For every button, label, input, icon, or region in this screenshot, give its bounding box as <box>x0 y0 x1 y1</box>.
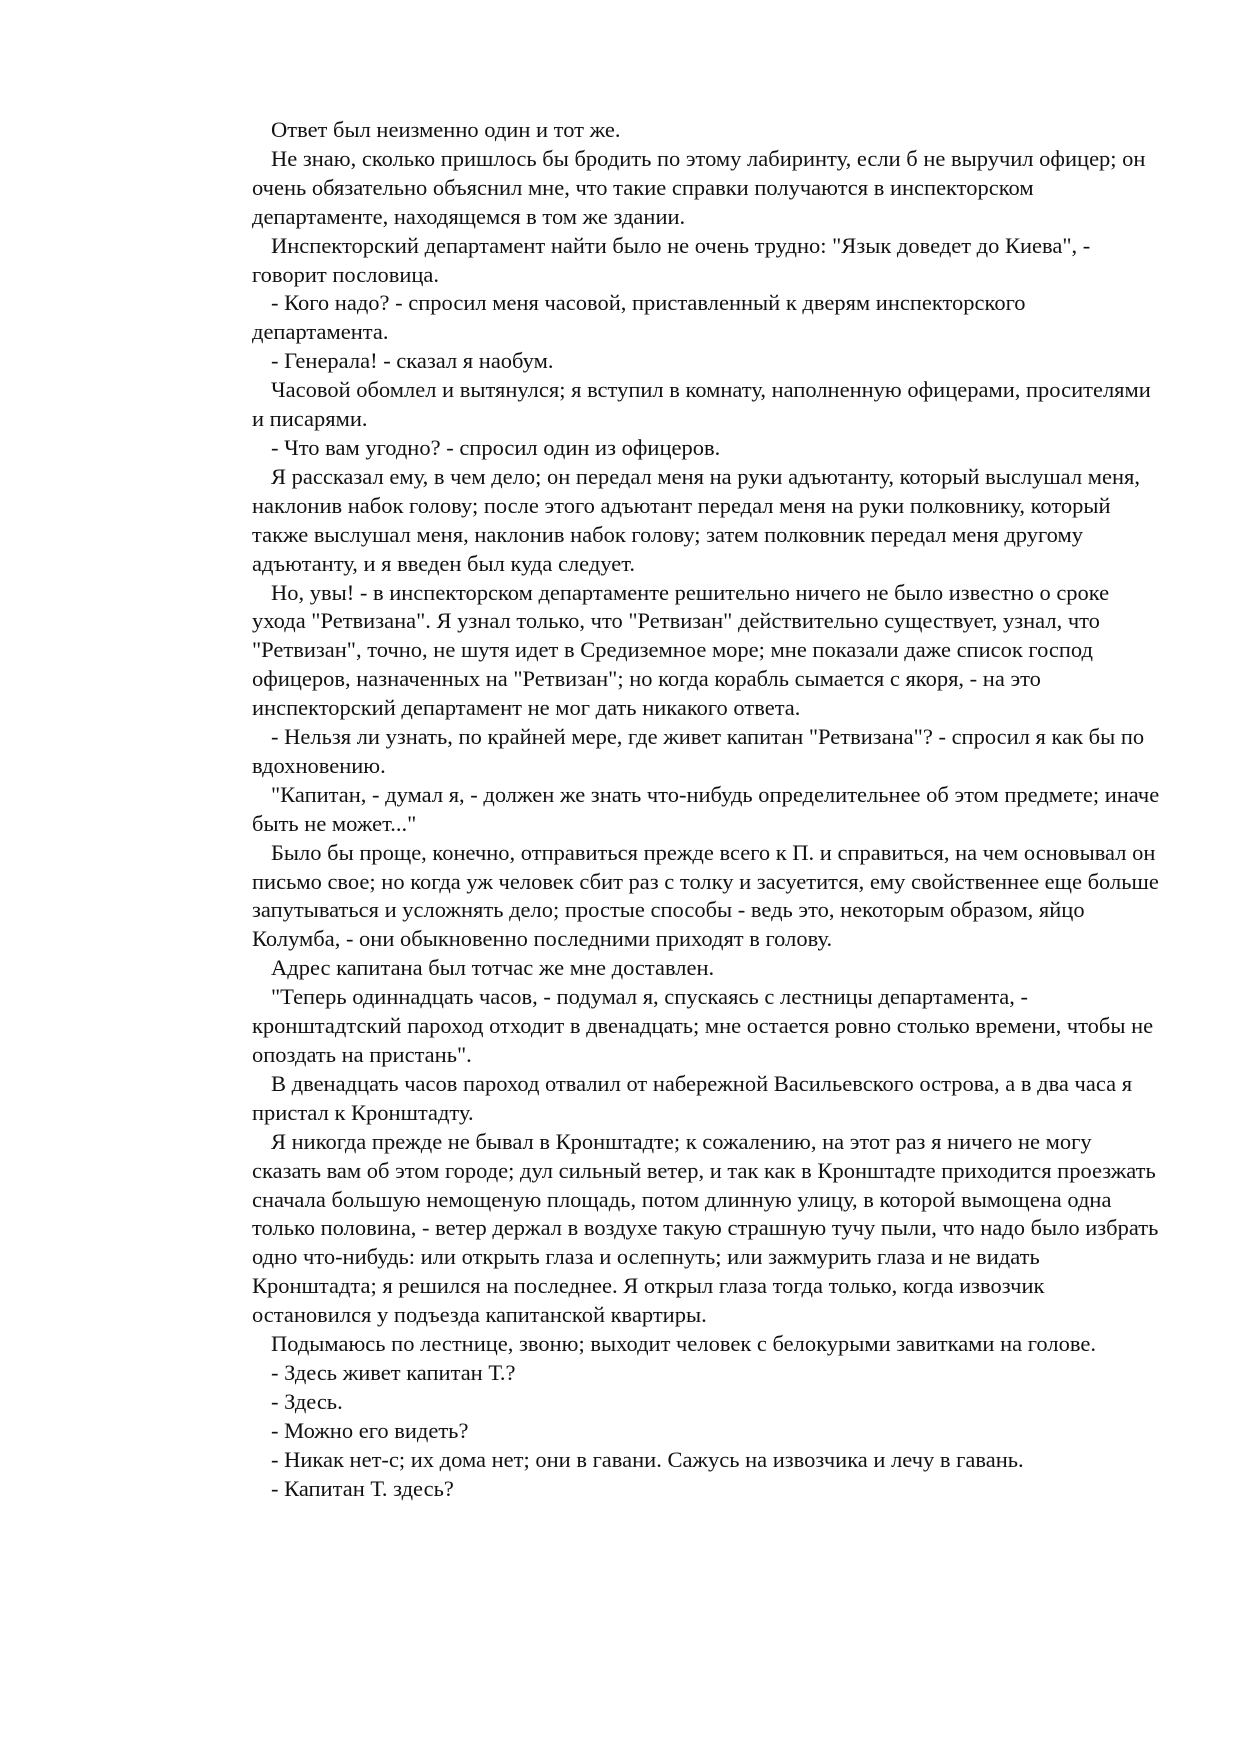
paragraph-18: - Здесь живет капитан Т.? <box>271 1359 516 1385</box>
paragraph-2: Не знаю, сколько пришлось бы бродить по этому лабиринту, если б не выручил офицер; он очень обязательно объяснил мне, что такие справки получаются в инспекторском департаменте, находящемся в том же здании. <box>252 145 1146 229</box>
paragraph-12: Было бы проще, конечно, отправиться прежде всего к П. и справиться, на чем основывал он письмо свое; но когда уж человек сбит раз с толку и засуетится, ему свойственнее еще больше запутываться и усложнять дело; простые способы - ведь это, некоторым образом, яйцо Колумба, - они обыкновенно последними приходят в голову. <box>252 839 1159 952</box>
paragraph-19: - Здесь. <box>271 1388 343 1414</box>
paragraph-5: - Генерала! - сказал я наобум. <box>271 348 554 374</box>
paragraph-1: Ответ был неизменно один и тот же. <box>271 117 621 142</box>
paragraph-16: Я никогда прежде не бывал в Кронштадте; к сожалению, на этот раз я ничего не могу сказать вам об этом городе; дул сильный ветер, и так как в Кронштадте приходится проезжать сначала большую немощеную площадь, потом длинную улицу, в которой вымощена одна только половина, - ветер держал в воздухе такую страшную тучу пыли, что надо было избрать одно что-нибудь: или открыть глаза и ослепнуть; или зажмурить глаза и не видать Кронштадта; я решился на последнее. Я открыл глаза тогда только, когда извозчик остановился у подъезда капитанской квартиры. <box>252 1128 1159 1328</box>
paragraph-4: - Кого надо? - спросил меня часовой, приставленный к дверям инспекторского департамента. <box>252 290 1026 345</box>
paragraph-6: Часовой обомлел и вытянулся; я вступил в комнату, наполненную офицерами, просителями и писарями. <box>252 377 1151 432</box>
paragraph-3: Инспекторский департамент найти было не очень трудно: "Язык доведет до Киева", - говорит пословица. <box>252 232 1091 287</box>
paragraph-14: "Теперь одиннадцать часов, - подумал я, спускаясь с лестницы департамента, - кронштадтский пароход отходит в двенадцать; мне остается ровно столько времени, чтобы не опоздать на пристань". <box>252 984 1154 1067</box>
paragraph-13: Адрес капитана был тотчас же мне доставлен. <box>271 955 715 981</box>
paragraph-10: - Нельзя ли узнать, по крайней мере, где живет капитан "Ретвизана"? - спросил я как бы по вдохновению. <box>252 724 1145 778</box>
paragraph-7: - Что вам угодно? - спросил один из офицеров. <box>271 434 721 460</box>
paragraph-9: Но, увы! - в инспекторском департаменте решительно ничего не было известно о сроке ухода "Ретвизана". Я узнал только, что "Ретвизан" действительно существует, узнал, что "Ретвизан", точно, не шутя идет в Средиземное море; мне показали даже список господ офицеров, назначенных на "Ретвизан"; но когда корабль сымается с якоря, - на это инспекторский департамент не мог дать никакого ответа. <box>252 579 1110 721</box>
paragraph-22: - Капитан Т. здесь? <box>271 1475 454 1501</box>
paragraph-11: "Капитан, - думал я, - должен же знать что-нибудь определительнее об этом предмете; иначе быть не может..." <box>252 781 1160 836</box>
paragraph-20: - Можно его видеть? <box>271 1417 469 1443</box>
paragraph-21: - Никак нет-с; их дома нет; они в гавани. Сажусь на извозчика и лечу в гавань. <box>271 1446 1024 1472</box>
paragraph-17: Подымаюсь по лестнице, звоню; выходит человек с белокурыми завитками на голове. <box>271 1331 1096 1357</box>
paragraph-8: Я рассказал ему, в чем дело; он передал меня на руки адъютанту, который выслушал меня, наклонив набок голову; после этого адъютант передал меня на руки полковнику, который также выслушал меня, наклонив набок голову; затем полковник передал меня другому адъютанту, и я введен был куда следует. <box>252 463 1140 576</box>
paragraph-15: В двенадцать часов пароход отвалил от набережной Васильевского острова, а в два часа я пристал к Кронштадту. <box>252 1070 1133 1125</box>
document-page <box>252 116 1162 1504</box>
